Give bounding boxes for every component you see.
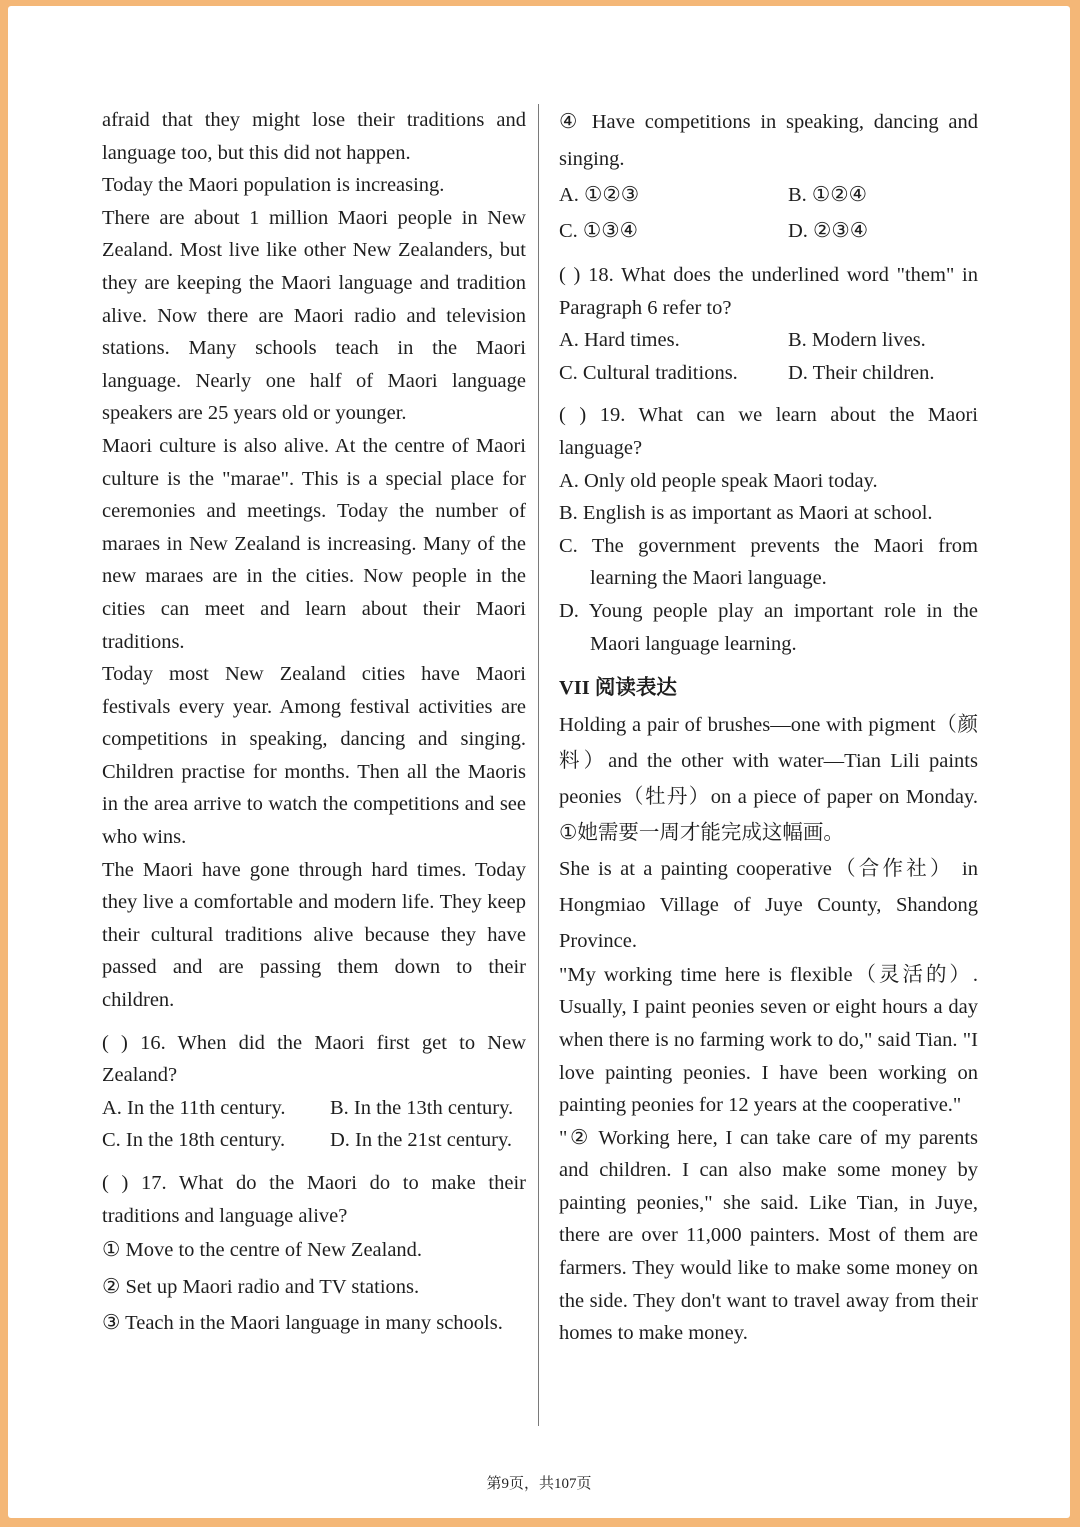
- statement-item: ① Move to the centre of New Zealand.: [102, 1239, 423, 1262]
- option-b: B. English is as important as Maori at school.: [559, 502, 933, 525]
- passage-paragraph: "My working time here is flexible（灵活的）. Usually, I paint peonies seven or eight hours a day when there is no farming work to do," said Tian. "I love painting peonies. I have been working on painting peonies for 12 years at the cooperative.": [559, 963, 978, 1117]
- option-a: A. ①②③: [559, 184, 640, 206]
- option-a: A. Hard times.: [559, 329, 680, 352]
- question-stem: ( ) 18. What does the underlined word "them" in Paragraph 6 refer to?: [559, 264, 978, 319]
- statement-item: ③ Teach in the Maori language in many schools.: [102, 1312, 503, 1335]
- option-c: C. ①③④: [559, 220, 639, 242]
- option-b: B. ①②④: [788, 184, 868, 206]
- option-a: A. In the 11th century.: [102, 1096, 286, 1119]
- left-column: [102, 104, 526, 1342]
- question-17: [102, 1167, 526, 1342]
- option-d: D. Their children.: [788, 361, 935, 384]
- question-18: [559, 259, 978, 389]
- question-stem: ( ) 19. What can we learn about the Maori language?: [559, 404, 978, 459]
- option-c: C. Cultural traditions.: [559, 361, 738, 384]
- passage-paragraph: Maori culture is also alive. At the centre of Maori culture is the "marae". This is a special place for ceremonies and meetings. Today the number of maraes in New Zealand is increasing. Many of the new maraes are in the cities. Now people in the cities can meet and learn about their Maori traditions.: [102, 434, 526, 653]
- passage-paragraph: Today most New Zealand cities have Maori festivals every year. Among festival activities are competitions in speaking, dancing and singing. Children practise for months. Then all the Maoris in the area arrive to watch the competitions and see who wins.: [102, 663, 526, 849]
- statement-item: ④ Have competitions in speaking, dancing and singing.: [559, 111, 978, 170]
- option-c: C. The government prevents the Maori from learning the Maori language.: [559, 534, 978, 590]
- question-16: [102, 1027, 526, 1157]
- passage-paragraph: The Maori have gone through hard times. Today they live a comfortable and modern life. They keep their cultural traditions alive because they have passed and are passing them down to their children.: [102, 858, 526, 1012]
- answer-options: [559, 177, 978, 249]
- passage-paragraph: Holding a pair of brushes—one with pigment（颜料）and the other with water—Tian Lili paints peonies（牡丹）on a piece of paper on Monday. ①她需要一周才能完成这幅画。: [559, 713, 978, 844]
- document-page: [8, 6, 1070, 1518]
- option-b: B. In the 13th century.: [330, 1096, 514, 1119]
- question-19: [559, 399, 978, 660]
- option-b: B. Modern lives.: [788, 329, 926, 352]
- page-number: 第9页，共107页: [486, 1476, 592, 1492]
- option-d: D. In the 21st century.: [330, 1129, 512, 1152]
- question-17-continued: [559, 104, 978, 249]
- option-c: C. In the 18th century.: [102, 1129, 286, 1152]
- passage-paragraph: afraid that they might lose their traditions and language too, but this did not happen.: [102, 109, 526, 164]
- section-title: VII 阅读表达: [559, 677, 677, 700]
- answer-options: [559, 324, 978, 389]
- column-divider: [538, 104, 539, 1426]
- passage-paragraph: "② Working here, I can take care of my parents and children. I can also make some money by painting peonies," she said. Like Tian, in Juye, there are over 11,000 painters. Most of them are farmers. They would like to make some money on the side. They don't want to travel away from their homes to make money.: [559, 1126, 978, 1345]
- option-d: D. ②③④: [788, 220, 869, 242]
- question-stem: ( ) 16. When did the Maori first get to New Zealand?: [102, 1031, 526, 1087]
- right-column: [559, 104, 978, 1350]
- passage-paragraph: There are about 1 million Maori people in New Zealand. Most live like other New Zealanders, but they are keeping the Maori language and tradition alive. Now there are Maori radio and television stations. Many schools teach in the Maori language. Nearly one half of Maori language speakers are 25 years old or younger.: [102, 206, 526, 425]
- answer-options: [102, 1092, 526, 1157]
- statement-item: ② Set up Maori radio and TV stations.: [102, 1275, 420, 1298]
- question-stem: ( ) 17. What do the Maori do to make their traditions and language alive?: [102, 1172, 526, 1227]
- passage-paragraph: Today the Maori population is increasing.: [102, 174, 445, 197]
- passage-paragraph: She is at a painting cooperative（合作社） in Hongmiao Village of Juye County, Shandong Province.: [559, 857, 978, 952]
- option-d: D. Young people play an important role in the Maori language learning.: [559, 599, 978, 655]
- option-a: A. Only old people speak Maori today.: [559, 469, 878, 492]
